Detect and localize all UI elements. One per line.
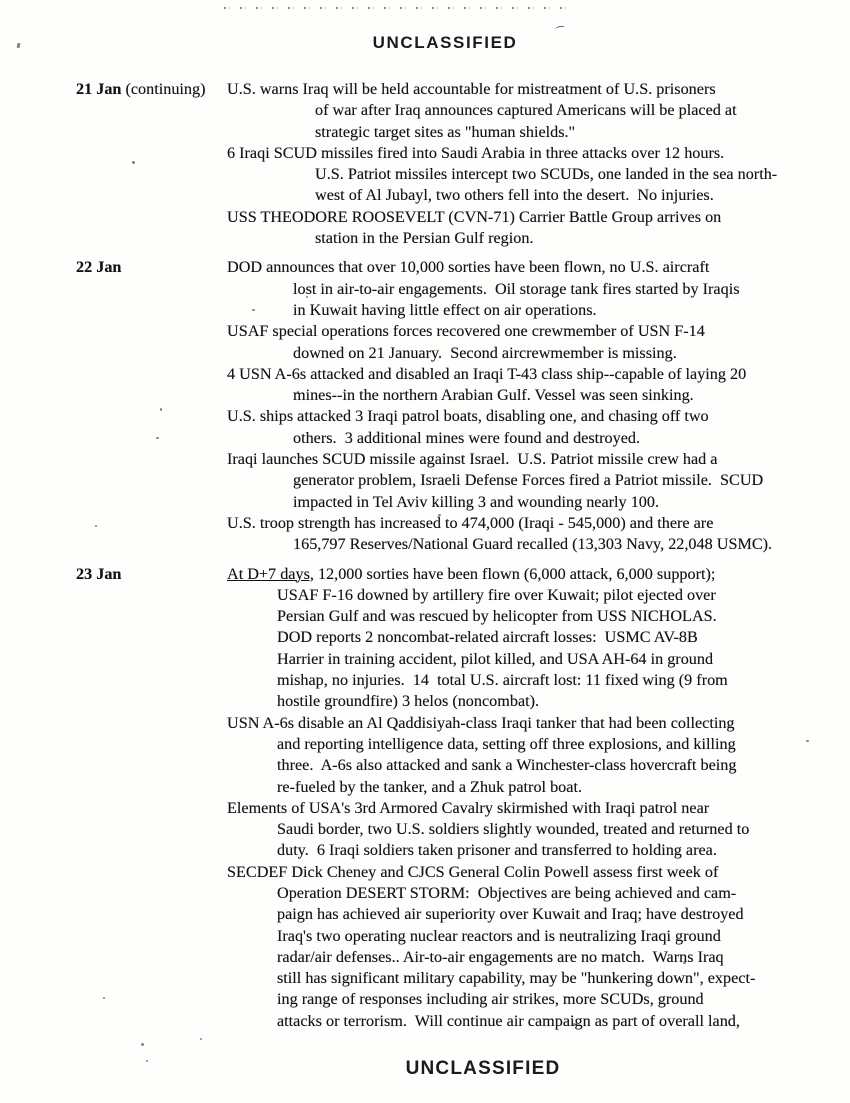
scan-speck <box>141 1043 144 1046</box>
date-text: 21 Jan <box>76 80 122 98</box>
scan-artifact-row <box>224 7 572 9</box>
scan-squiggle <box>555 25 566 31</box>
entry-line: Elements of USA's 3rd Armored Cavalry skirmished with Iraqi patrol near <box>227 798 710 817</box>
date-label <box>76 564 227 585</box>
entry-line: of war after Iraq announces captured Americans will be placed at <box>315 101 737 120</box>
entry-line: mishap, no injuries. 14 total U.S. aircraft lost: 11 fixed wing (9 from <box>277 671 728 690</box>
entry-line: west of Al Jubayl, two others fell into the desert. No injuries. <box>315 186 714 205</box>
entry-line: Operation DESERT STORM: Objectives are being achieved and cam- <box>277 883 737 902</box>
entry-line: hostile groundfire) 3 helos (noncombat). <box>277 692 540 711</box>
classification-header: UNCLASSIFIED <box>372 33 518 52</box>
date-label <box>76 257 227 278</box>
entry-line: DOD announces that over 10,000 sorties have been flown, no U.S. aircraft <box>227 258 710 277</box>
entry-line: 4 USN A-6s attacked and disabled an Iraqi T-43 class ship--capable of laying 20 <box>227 364 747 383</box>
entry-line: re-fueled by the tanker, and a Zhuk patrol boat. <box>277 777 582 796</box>
entry-line: mines--in the northern Arabian Gulf. Vessel was seen sinking. <box>293 386 694 405</box>
scan-speck <box>200 1038 202 1040</box>
entry-line: SECDEF Dick Cheney and CJCS General Colin Powell assess first week of <box>227 862 719 881</box>
entry-line: attacks or terrorism. Will continue air campaign as part of overall land, <box>277 1011 740 1030</box>
entry <box>227 207 810 250</box>
entry-line: radar/air defenses.. Air-to-air engagements are no match. Warns Iraq <box>277 947 724 966</box>
entry <box>227 364 810 407</box>
entry-line: others. 3 additional mines were found and destroyed. <box>293 428 641 447</box>
entry-line: Saudi border, two U.S. soldiers slightly wounded, treated and returned to <box>277 820 750 839</box>
entry-line: impacted in Tel Aviv killing 3 and wounding nearly 100. <box>293 492 660 511</box>
entry-line: Iraqi launches SCUD missile against Israel. U.S. Patriot missile crew had a <box>227 450 718 469</box>
entry <box>227 257 810 321</box>
entry-line: ing range of responses including air strikes, more SCUDs, ground <box>277 990 704 1009</box>
entry-list <box>227 257 810 555</box>
entry <box>227 798 810 862</box>
entry <box>227 713 810 798</box>
chronology-section <box>76 564 810 1033</box>
entry-line: 6 Iraqi SCUD missiles fired into Saudi Arabia in three attacks over 12 hours. <box>227 143 725 162</box>
date-suffix: (continuing) <box>121 80 206 98</box>
entry-line: still has significant military capability, may be "hunkering down", expect- <box>277 969 756 988</box>
date-text: 23 Jan <box>76 564 122 583</box>
chronology <box>76 79 810 1032</box>
entry-line: in Kuwait having little effect on air operations. <box>293 300 597 319</box>
entry <box>227 564 810 713</box>
entry-line: Harrier in training accident, pilot killed, and USA AH-64 in ground <box>277 649 714 668</box>
date-label <box>76 79 227 100</box>
entry-line: paign has achieved air superiority over Kuwait and Iraq; have destroyed <box>277 905 744 924</box>
classification-footer: UNCLASSIFIED <box>405 1058 561 1079</box>
entry-line: duty. 6 Iraqi soldiers taken prisoner and transferred to holding area. <box>277 841 717 860</box>
entry <box>227 862 810 1032</box>
entry-line: At D+7 days, 12,000 sorties have been flown (6,000 attack, 6,000 support); <box>227 564 716 583</box>
entry-line: lost in air-to-air engagements. Oil storage tank fires started by Iraqis <box>293 279 740 298</box>
entry-line: U.S. warns Iraq will be held accountable for mistreatment of U.S. prisoners <box>227 80 716 98</box>
entry-line: USS THEODORE ROOSEVELT (CVN-71) Carrier Battle Group arrives on <box>227 207 722 226</box>
entry-list <box>227 79 810 249</box>
underlined-text: At D+7 days, <box>227 564 314 583</box>
entry <box>227 79 810 143</box>
entry-line: three. A-6s also attacked and sank a Winchester-class hovercraft being <box>277 756 737 775</box>
entry-line: station in the Persian Gulf region. <box>315 229 534 248</box>
entry-line: USN A-6s disable an Al Qaddisiyah-class Iraqi tanker that had been collecting <box>227 713 735 732</box>
entry-list <box>227 564 810 1033</box>
chronology-section <box>76 257 810 555</box>
entry-line: U.S. Patriot missiles intercept two SCUDs, one landed in the sea north- <box>315 165 778 184</box>
entry-line: USAF F-16 downed by artillery fire over Kuwait; pilot ejected over <box>277 585 716 604</box>
entry-line: 165,797 Reserves/National Guard recalled (13,303 Navy, 22,048 USMC). <box>293 535 773 554</box>
chronology-section <box>76 79 810 249</box>
entry <box>227 143 810 207</box>
entry-line: downed on 21 January. Second aircrewmember is missing. <box>293 343 677 362</box>
entry-line: Persian Gulf and was rescued by helicopter from USS NICHOLAS. <box>277 607 717 626</box>
entry <box>227 321 810 364</box>
entry <box>227 406 810 449</box>
entry <box>227 513 810 556</box>
entry-line: and reporting intelligence data, setting off three explosions, and killing <box>277 734 736 753</box>
entry-line: strategic target sites as "human shields." <box>315 122 576 141</box>
entry-line: U.S. troop strength has increased to 474,000 (Iraqi - 545,000) and there are <box>227 513 714 532</box>
entry-line: DOD reports 2 noncombat-related aircraft losses: USMC AV-8B <box>277 628 698 647</box>
entry-line: generator problem, Israeli Defense Forces fired a Patriot missile. SCUD <box>293 471 764 490</box>
entry-line: USAF special operations forces recovered one crewmember of USN F-14 <box>227 322 705 341</box>
date-text: 22 Jan <box>76 258 122 277</box>
entry <box>227 449 810 513</box>
entry-line: Iraq's two operating nuclear reactors and is neutralizing Iraqi ground <box>277 926 721 945</box>
entry-line: U.S. ships attacked 3 Iraqi patrol boats, disabling one, and chasing off two <box>227 407 709 426</box>
